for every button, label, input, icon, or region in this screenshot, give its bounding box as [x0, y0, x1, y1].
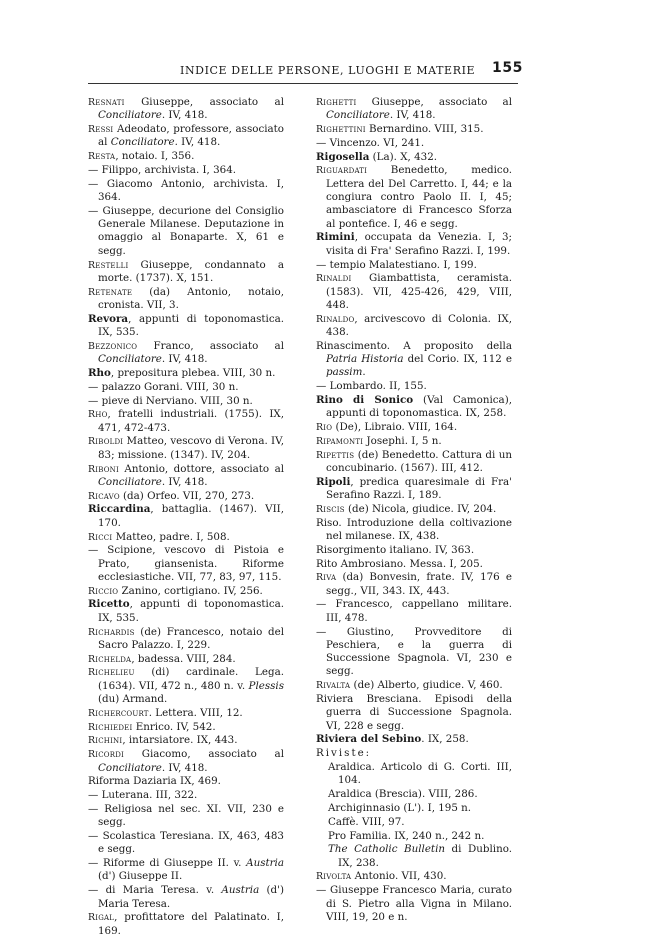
index-entry	[316, 571, 512, 598]
index-entry	[88, 490, 284, 503]
entry-text: Giuseppe, associato al	[356, 96, 512, 108]
entry-text: — palazzo Gorani. VIII, 30 n.	[88, 380, 239, 393]
running-title: INDICE DELLE PERSONE, LUOGHI E MATERIE	[180, 64, 476, 77]
entry-text: Ricavo	[88, 490, 120, 502]
index-entry	[316, 788, 512, 801]
entry-text: — Luterana. III, 322.	[88, 789, 198, 802]
entry-text: Giuseppe, associato al	[124, 96, 284, 108]
index-entry	[316, 151, 512, 164]
entry-text: — Scipione, vescovo di Pistoia e Prato, giansenista. Riforme ecclesiastiche. VII, 77, 83, 97, 115.	[88, 544, 284, 583]
entry-text: di Dublino. IX, 238.	[338, 843, 512, 869]
entry-text: Righettini	[316, 124, 366, 136]
index-entry	[88, 803, 284, 830]
entry-text: (De), Libraio. VIII, 164.	[332, 421, 458, 434]
entry-text: . Lettera. VIII, 12.	[148, 706, 243, 719]
entry-text: Riboni	[88, 463, 119, 475]
entry-text: Conciliatore	[98, 353, 162, 366]
entry-text: Araldica. Articolo di G. Corti. III, 104.	[328, 761, 512, 787]
index-entry	[88, 789, 284, 802]
index-entry	[316, 679, 512, 692]
entry-text: Rivolta	[316, 871, 352, 883]
index-entry	[88, 531, 284, 544]
entry-text: Bezzonico	[88, 340, 138, 352]
entry-text: Rito Ambrosiano. Messa. I, 205.	[316, 557, 483, 570]
entry-text: Risorgimento italiano. IV, 363.	[316, 543, 475, 556]
entry-text: (Val Camonica), appunti di toponomastica. IX, 258.	[326, 394, 512, 420]
entry-text: — Filippo, archivista. I, 364.	[88, 163, 237, 176]
entry-text: Benedetto, medico. Lettera del Del Carretto. I, 44; e la congiura contro Paolo II. I, 45; ambasciatore di Francesco Sforza al pontefice. I, 46 e segg.	[326, 164, 512, 230]
index-entry	[316, 761, 512, 788]
entry-text: . IV, 418.	[161, 475, 208, 488]
entry-text: — Religiosa nel sec. XI. VII, 230 e segg.	[88, 802, 284, 829]
entry-text: (La). X, 432.	[369, 150, 438, 163]
entry-text: Adeodato, professore, associato al	[98, 123, 284, 149]
entry-text: . IV, 418.	[161, 353, 208, 366]
entry-text: Franco, associato al	[137, 339, 284, 352]
index-entry	[88, 707, 284, 720]
entry-text: Giambattista, ceramista. (1583). VII, 425-426, 429, VIII, 448.	[326, 272, 512, 311]
index-entry	[88, 381, 284, 394]
entry-text: Rigosella	[316, 150, 370, 163]
entry-text: Austria	[246, 857, 284, 870]
entry-text: The Catholic Bulletin	[328, 843, 445, 856]
index-entry	[316, 449, 512, 476]
index-entry	[316, 313, 512, 340]
entry-text: (d') Maria Teresa.	[98, 884, 284, 910]
entry-text: Matteo, padre. I, 508.	[112, 530, 230, 543]
index-entry	[316, 380, 512, 393]
index-column-left	[88, 96, 284, 938]
index-entry	[88, 666, 284, 706]
entry-text: Riforma Daziaria IX, 469.	[88, 775, 221, 788]
entry-text: , occupata da Venezia. I, 3; visita di Fra' Serafino Razzi. I, 199.	[326, 231, 512, 257]
index-entry	[316, 421, 512, 434]
entry-text: Riboldi	[88, 436, 124, 448]
index-entry	[316, 830, 512, 843]
index-entry	[316, 340, 512, 380]
index-entry	[88, 367, 284, 380]
header-rule	[88, 83, 518, 84]
entry-text: Araldica (Brescia). VIII, 286.	[328, 788, 478, 801]
index-entry	[88, 313, 284, 340]
entry-text: — Giustino, Provveditore di Peschiera, e la guerra di Successione Spagnola. VI, 230 e segg.	[316, 625, 512, 678]
entry-text: Zanino, cortigiano. IV, 256.	[118, 584, 263, 597]
entry-text: Riviera del Sebino	[316, 733, 422, 746]
entry-text: Rinaldi	[316, 273, 352, 285]
entry-text: Riscis	[316, 503, 345, 515]
index-entry	[88, 748, 284, 775]
entry-text: , prepositura plebea. VIII, 30 n.	[110, 366, 276, 379]
entry-text: Rho	[88, 366, 111, 379]
entry-text: Resnati	[88, 97, 125, 108]
entry-text: (du) Armand.	[98, 693, 168, 706]
entry-text: Rho	[88, 409, 108, 421]
entry-text: Richercourt	[88, 707, 149, 719]
entry-text: — di Maria Teresa. v.	[88, 884, 222, 897]
index-entry	[316, 558, 512, 571]
index-entry	[88, 503, 284, 530]
index-entry	[316, 693, 512, 733]
index-entry	[316, 870, 512, 883]
index-entry	[316, 843, 512, 870]
entry-text: Riccardina	[88, 503, 151, 516]
entry-text: Rinascimento. A proposito della	[316, 339, 512, 352]
entry-text: — Lombardo. II, 155.	[316, 380, 427, 393]
entry-text: passim	[326, 366, 363, 379]
index-entry	[88, 721, 284, 734]
index-entry	[88, 123, 284, 150]
index-entry	[88, 164, 284, 177]
entry-text: Rivalta	[316, 680, 351, 692]
entry-text: del Corio. IX, 112 e	[403, 353, 512, 366]
entry-text: Giacomo, associato al	[123, 748, 284, 761]
index-entry	[88, 96, 284, 123]
entry-text: Conciliatore	[110, 136, 175, 149]
index-entry	[88, 178, 284, 205]
entry-text: Antonio, dottore, associato al	[118, 462, 284, 475]
entry-text: Ripamonti	[316, 435, 364, 447]
page-number: 155	[492, 60, 524, 76]
entry-text: Retenate	[88, 286, 133, 298]
entry-text: Ripettis	[316, 449, 355, 461]
index-entry	[316, 626, 512, 679]
index-entry	[316, 884, 512, 924]
entry-text: — tempio Malatestiano. I, 199.	[316, 258, 477, 271]
entry-text: — Riforme di Giuseppe II. v.	[88, 857, 247, 870]
index-entry	[88, 286, 284, 313]
entry-text: Righetti	[316, 97, 357, 108]
entry-text: Conciliatore	[98, 475, 162, 488]
entry-text: Riviste:	[316, 747, 372, 760]
index-entry	[88, 884, 284, 911]
entry-text: Richelda	[88, 653, 132, 665]
entry-text: (da) Orfeo. VII, 270, 273.	[119, 489, 255, 502]
index-entry	[316, 802, 512, 815]
entry-text: Archiginnasio (L'). I, 195 n.	[328, 801, 472, 814]
entry-text: Conciliatore	[98, 109, 162, 122]
index-entry	[316, 394, 512, 421]
entry-text: Conciliatore	[98, 761, 162, 774]
index-entry	[88, 150, 284, 163]
entry-text: (di) cardinale. Lega. (1634). VII, 472 n., 480 n. v.	[98, 666, 284, 692]
entry-text: Richiedei	[88, 721, 133, 733]
entry-text: Richelieu	[88, 667, 135, 679]
index-entry	[316, 231, 512, 258]
entry-text: Resta	[88, 151, 116, 163]
entry-text: Ressi	[88, 124, 114, 136]
index-entry	[88, 857, 284, 884]
entry-text: (de) Benedetto. Cattura di un concubinario. (1567). III, 412.	[326, 448, 512, 475]
index-entry	[316, 816, 512, 829]
entry-text: Riviera Bresciana. Episodi della guerra di Successione Spagnola. VI, 228 e segg.	[316, 693, 512, 732]
entry-text: . IX, 258.	[421, 733, 469, 746]
index-entry	[316, 747, 512, 760]
entry-text: Plessis	[248, 679, 284, 692]
entry-text: — Giuseppe Francesco Maria, curato di S. Pietro alla Vigna in Milano. VIII, 19, 20 e n.	[316, 884, 512, 923]
entry-text: Restelli	[88, 259, 129, 271]
entry-text: (da) Bonvesin, frate. IV, 176 e segg., VII, 343. IX, 443.	[326, 571, 512, 597]
entry-text: , appunti di toponomastica. IX, 535.	[98, 598, 284, 624]
entry-text: Revora	[88, 312, 129, 325]
index-entry	[88, 435, 284, 462]
entry-text: Patria Historia	[326, 353, 404, 366]
entry-text: Riguardati	[316, 165, 368, 177]
entry-text: Richini	[88, 735, 123, 747]
index-entry	[88, 340, 284, 367]
index-entry	[88, 911, 284, 938]
index-entry	[88, 598, 284, 625]
index-entry	[316, 123, 512, 136]
entry-text: . IV, 418.	[161, 109, 208, 122]
entry-text: — Vincenzo. VI, 241.	[316, 136, 425, 149]
entry-text: , profittatore del Palatinato. I, 169.	[98, 911, 284, 937]
index-entry	[316, 476, 512, 503]
entry-text: — Scolastica Teresiana. IX, 463, 483 e segg.	[88, 830, 284, 856]
entry-text: Giuseppe, condannato a morte. (1737). X, 151.	[98, 258, 284, 284]
index-entry	[88, 585, 284, 598]
index-entry	[316, 259, 512, 272]
entry-text: Rino di Sonico	[316, 394, 414, 407]
index-entry	[316, 503, 512, 516]
index-entry	[316, 272, 512, 312]
index-entry	[88, 395, 284, 408]
entry-text: Riso. Introduzione della coltivazione nel milanese. IX, 438.	[316, 516, 512, 542]
entry-text: — Giacomo Antonio, archivista. I, 364.	[88, 177, 284, 204]
entry-text: Pro Familia. IX, 240 n., 242 n.	[328, 829, 485, 842]
entry-text: , intarsiatore. IX, 443.	[122, 734, 238, 747]
index-entry	[316, 598, 512, 625]
entry-text: , badessa. VIII, 284.	[131, 652, 236, 665]
entry-text: Ricci	[88, 531, 113, 543]
index-entry	[88, 734, 284, 747]
entry-text: , battaglia. (1467). VII, 170.	[98, 503, 284, 529]
entry-text: — Giuseppe, decurione del Consiglio Generale Milanese. Deputazione in omaggio al Bonaparte. X, 61 e segg.	[88, 204, 284, 257]
index-entry	[88, 544, 284, 584]
index-entry	[88, 775, 284, 788]
index-entry	[88, 463, 284, 490]
entry-text: Riccio	[88, 585, 119, 597]
entry-text: . IV, 418.	[389, 109, 436, 122]
entry-text: Bernardino. VIII, 315.	[365, 123, 484, 136]
index-column-right	[316, 96, 512, 925]
entry-text: Ripoli	[316, 475, 351, 488]
entry-text: — Francesco, cappellano militare. III, 478.	[316, 598, 512, 624]
entry-text: Rinaldo	[316, 313, 355, 325]
entry-text: Austria	[221, 884, 260, 897]
index-entry	[88, 259, 284, 286]
entry-text: , arcivescovo di Colonia. IX, 438.	[326, 312, 512, 339]
index-entry	[88, 830, 284, 857]
entry-text: Enrico. IV, 542.	[132, 720, 216, 733]
entry-text: Matteo, vescovo di Verona. IV, 83; missione. (1347). IV, 204.	[98, 435, 284, 461]
entry-text: Rigal	[88, 912, 115, 924]
entry-text: Antonio. VII, 430.	[351, 870, 447, 883]
entry-text: Rimini	[316, 231, 355, 244]
entry-text: , appunti di toponomastica. IX, 535.	[98, 312, 284, 339]
entry-text: . IV, 418.	[174, 136, 221, 149]
index-entry	[88, 653, 284, 666]
index-entry	[316, 517, 512, 544]
entry-text: . IV, 418.	[161, 761, 208, 774]
index-entry	[316, 733, 512, 746]
entry-text: Josephi. I, 5 n.	[363, 434, 442, 447]
entry-text: (da) Antonio, notaio, cronista. VII, 3.	[98, 285, 284, 311]
index-entry	[316, 164, 512, 230]
index-entry	[316, 435, 512, 448]
entry-text: — pieve di Nerviano. VIII, 30 n.	[88, 394, 253, 407]
entry-text: Riva	[316, 572, 337, 584]
entry-text: , notaio. I, 356.	[115, 150, 195, 163]
entry-text: Richardis	[88, 626, 135, 638]
entry-text: .	[362, 366, 366, 379]
entry-text: (d') Giuseppe II.	[98, 870, 183, 883]
entry-text: , predica quaresimale di Fra' Serafino Razzi. I, 189.	[326, 475, 512, 502]
entry-text: , fratelli industriali. (1755). IX, 471, 472-473.	[98, 408, 284, 434]
entry-text: (de) Nicola, giudice. IV, 204.	[344, 502, 497, 515]
entry-text: Conciliatore	[326, 109, 390, 122]
index-entry	[88, 626, 284, 653]
entry-text: (de) Francesco, notaio del Sacro Palazzo. I, 229.	[98, 625, 284, 651]
entry-text: Ricetto	[88, 598, 130, 611]
index-entry	[316, 544, 512, 557]
entry-text: Ricordi	[88, 749, 124, 761]
index-entry	[316, 137, 512, 150]
entry-text: Rio	[316, 422, 333, 434]
index-entry	[316, 96, 512, 123]
entry-text: Caffè. VIII, 97.	[328, 815, 405, 828]
index-entry	[88, 408, 284, 435]
index-entry	[88, 205, 284, 258]
entry-text: (de) Alberto, giudice. V, 460.	[350, 679, 503, 692]
